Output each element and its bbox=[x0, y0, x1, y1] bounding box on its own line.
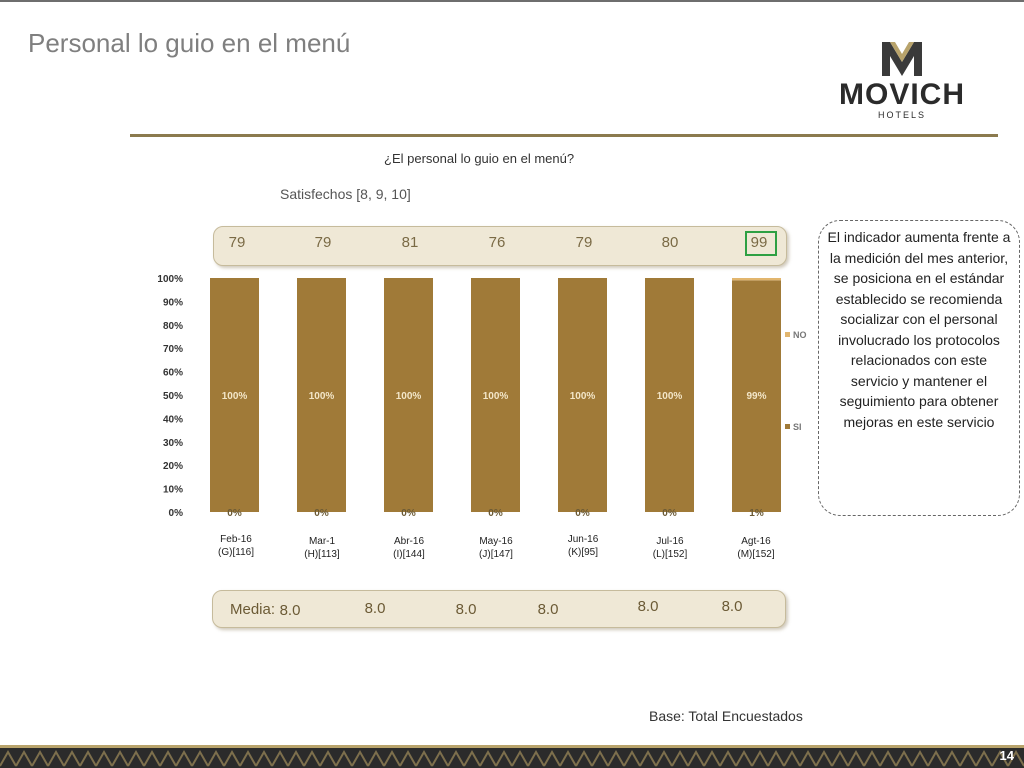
bar-label-no: 1% bbox=[749, 508, 764, 519]
bar-label-si: 100% bbox=[656, 391, 683, 402]
satisfied-value: 76 bbox=[488, 234, 506, 251]
y-tick-label: 60% bbox=[162, 367, 183, 379]
bar-label-no: 0% bbox=[314, 508, 329, 519]
category-label: Agt-16 (M)[152] bbox=[737, 536, 775, 560]
legend-label-no: NO bbox=[793, 330, 807, 340]
bar-label-si: 100% bbox=[482, 391, 509, 402]
base-note: Base: Total Encuestados bbox=[649, 708, 803, 724]
chart-subtitle: Satisfechos [8, 9, 10] bbox=[280, 186, 411, 202]
category-label: Abr-16 (I)[144] bbox=[393, 536, 425, 560]
y-tick-label: 100% bbox=[157, 274, 183, 285]
bar-label-si: 99% bbox=[746, 391, 767, 402]
bar-label-si: 100% bbox=[395, 391, 422, 402]
y-tick-label: 80% bbox=[162, 320, 183, 332]
movich-logo bbox=[812, 38, 992, 122]
bar-label-si: 100% bbox=[308, 391, 335, 402]
bar-label-no: 0% bbox=[662, 508, 677, 519]
y-tick-label: 70% bbox=[162, 344, 183, 356]
category-label: Mar-1 (H)[113] bbox=[304, 536, 340, 560]
media-label: Media: bbox=[230, 601, 276, 618]
highlight-box bbox=[745, 231, 777, 256]
footer-band bbox=[0, 745, 1024, 768]
bar-no bbox=[732, 278, 781, 280]
legend-swatch-no bbox=[785, 332, 790, 337]
y-tick-label: 40% bbox=[162, 414, 183, 426]
top-border bbox=[0, 0, 1024, 2]
y-tick-label: 30% bbox=[162, 437, 183, 449]
category-label: Jul-16 (L)[152] bbox=[652, 536, 688, 560]
y-tick-label: 20% bbox=[162, 461, 183, 473]
logo-wordmark: MOVICH bbox=[839, 78, 965, 111]
bar-label-no: 0% bbox=[488, 508, 503, 519]
legend-label-si: SI bbox=[793, 422, 802, 432]
bar-label-no: 0% bbox=[227, 508, 242, 519]
bar-label-si: 100% bbox=[569, 391, 596, 402]
satisfied-value: 80 bbox=[661, 234, 679, 251]
page-title: Personal lo guio en el menú bbox=[28, 28, 351, 58]
legend-swatch-si bbox=[785, 424, 790, 429]
media-value: 8.0 bbox=[455, 601, 477, 618]
satisfied-value: 81 bbox=[401, 234, 419, 251]
chart-question: ¿El personal lo guio en el menú? bbox=[384, 151, 575, 166]
category-label: Jun-16 (K)[95] bbox=[567, 534, 599, 558]
footer-pattern bbox=[0, 748, 1024, 768]
logo-mark-icon bbox=[882, 42, 922, 76]
media-value: 8.0 bbox=[537, 601, 559, 618]
y-tick-label: 0% bbox=[168, 508, 183, 519]
category-label: May-16 (J)[147] bbox=[479, 536, 513, 560]
satisfied-value: 79 bbox=[575, 234, 593, 251]
indicator-note: El indicador aumenta frente a la medición del mes anterior, se posiciona en el estándar establecido se recomienda socializar con el personal involucrado los protocolos relacionados con este servicio y mantener el seguimiento para obtener mejoras en este servicio bbox=[818, 220, 1020, 516]
media-value: 8.0 bbox=[637, 598, 659, 615]
logo-subtext: HOTELS bbox=[877, 110, 927, 120]
bar-label-si: 100% bbox=[221, 391, 248, 402]
media-value: 8.0 bbox=[721, 598, 743, 615]
bar-label-no: 0% bbox=[575, 508, 590, 519]
page-number: 14 bbox=[999, 748, 1014, 763]
category-label: Feb-16 (G)[116] bbox=[218, 534, 254, 558]
header-rule bbox=[130, 134, 998, 137]
satisfied-value: 79 bbox=[228, 234, 246, 251]
media-value: 8.0 bbox=[279, 602, 301, 619]
y-tick-label: 50% bbox=[162, 391, 183, 402]
y-tick-label: 10% bbox=[162, 484, 183, 496]
satisfied-value: 79 bbox=[314, 234, 332, 251]
bar-label-no: 0% bbox=[401, 508, 416, 519]
y-tick-label: 90% bbox=[162, 297, 183, 309]
media-value: 8.0 bbox=[364, 600, 386, 617]
satisfied-value: 99 bbox=[750, 234, 768, 251]
